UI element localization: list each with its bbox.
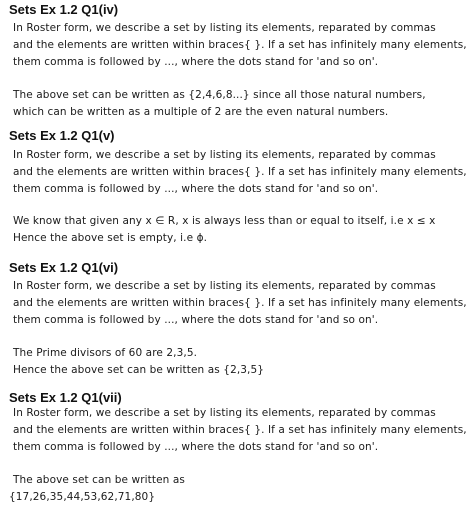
intro-line: them comma is followed by ..., where the dots stand for 'and so on'.: [13, 183, 379, 195]
section-heading: Sets Ex 1.2 Q1(vi): [9, 260, 119, 275]
intro-line: In Roster form, we describe a set by listing its elements, reparated by commas: [13, 280, 436, 292]
intro-line: them comma is followed by ..., where the dots stand for 'and so on'.: [13, 56, 379, 68]
intro-line: them comma is followed by ..., where the dots stand for 'and so on'.: [13, 441, 379, 453]
section-heading: Sets Ex 1.2 Q1(vii): [9, 390, 122, 405]
intro-line: them comma is followed by ..., where the dots stand for 'and so on'.: [13, 314, 379, 326]
intro-line: In Roster form, we describe a set by listing its elements, reparated by commas: [13, 149, 436, 161]
body-line: Hence the above set is empty, i.e ϕ.: [13, 232, 208, 244]
body-line: The above set can be written as {2,4,6,8...} since all those natural numbers,: [13, 89, 426, 101]
section-heading: Sets Ex 1.2 Q1(v): [9, 128, 115, 143]
intro-line: In Roster form, we describe a set by listing its elements, reparated by commas: [13, 22, 436, 34]
intro-line: and the elements are written within braces{ }. If a set has infinitely many elements,: [13, 39, 467, 51]
body-line: Hence the above set can be written as {2,3,5}: [13, 364, 265, 376]
intro-line: In Roster form, we describe a set by listing its elements, reparated by commas: [13, 407, 436, 419]
body-line: We know that given any x ∈ R, x is always less than or equal to itself, i.e x ≤ x: [13, 215, 436, 227]
section-heading: Sets Ex 1.2 Q1(iv): [9, 2, 119, 17]
intro-line: and the elements are written within braces{ }. If a set has infinitely many elements,: [13, 297, 467, 309]
intro-line: and the elements are written within braces{ }. If a set has infinitely many elements,: [13, 166, 467, 178]
body-line: The above set can be written as: [13, 474, 185, 486]
body-line: {17,26,35,44,53,62,71,80}: [9, 491, 156, 503]
body-line: The Prime divisors of 60 are 2,3,5.: [13, 347, 198, 359]
intro-line: and the elements are written within braces{ }. If a set has infinitely many elements,: [13, 424, 467, 436]
body-line: which can be written as a multiple of 2 are the even natural numbers.: [13, 106, 389, 118]
